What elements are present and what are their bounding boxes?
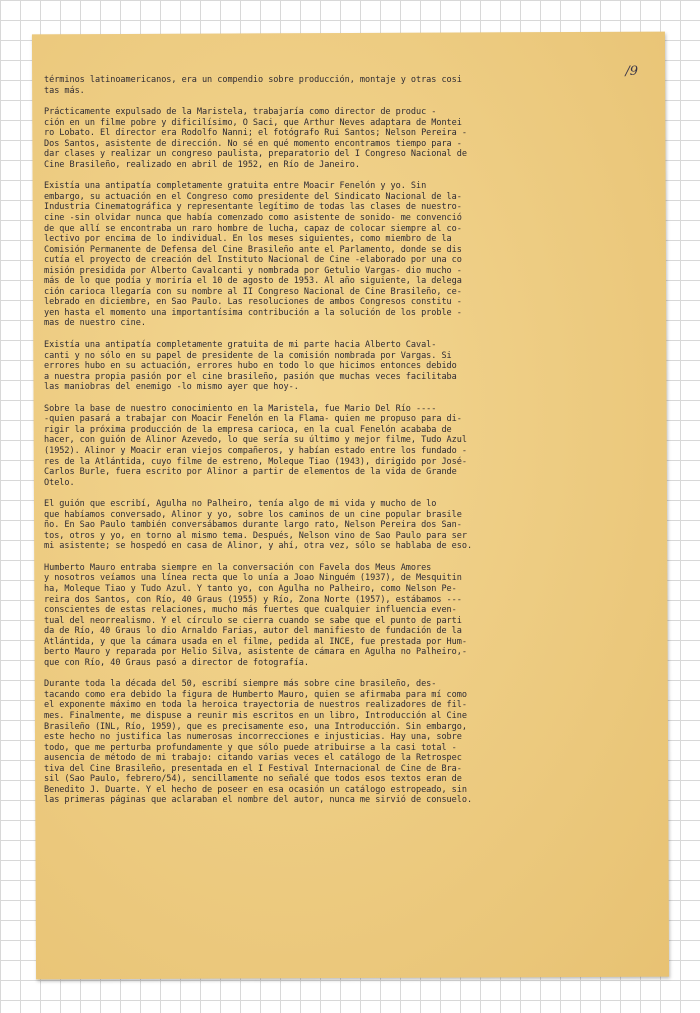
text-line: Carlos Burle, fuera escrito por Alinor a partir de elementos de la vida de Grande [44,467,457,478]
text-line: ha, Moleque Tiao y Tudo Azul. Y tanto yo, con Agulha no Palheiro, como Nelson Pe- [44,583,457,594]
paragraph [44,181,614,329]
text-line: Humberto Mauro entraba siempre en la conversación con Favela dos Meus Amores [44,562,432,573]
text-line: (1952). Alinor y Moacir eran viejos compañeros, y habían estado entre los fundado - [44,445,467,456]
text-line: reira dos Santos, con Río, 40 Graus (1955) y Río, Zona Norte (1957), estábamos --- [44,594,462,605]
text-line: que habíamos conversado, Alinor y yo, sobre los caminos de un cine popular brasile [44,509,462,520]
page-number: /9 [625,64,638,79]
text-line: que con Río, 40 Graus pasó a director de fotografía. [44,657,309,668]
paragraph [44,107,614,170]
text-line: Durante toda la década del 50, escribí siempre más sobre cine brasileño, des- [44,679,437,690]
text-line: ro Lobato. El director era Rodolfo Nanni; el fotógrafo Rui Santos; Nelson Pereira - [44,128,467,139]
text-line: Existía una antipatía completamente gratuita entre Moacir Fenelón y yo. Sin [44,181,427,192]
paragraph [44,404,614,488]
text-line: a nuestra propia pasión por el cine brasileño, pasión que muchas veces facilitaba [44,371,457,382]
paragraph [44,340,614,393]
text-line: Existía una antipatía completamente gratuita de mi parte hacia Alberto Caval- [44,340,437,351]
text-line: tacando como era debido la figura de Humberto Mauro, quien se afirmaba para mí como [44,689,467,700]
text-line: ausencia de método de mi trabajo: citando varias veces el catálogo de la Retrospec [44,753,462,764]
text-line: Dos Santos, asistente de dirección. No sé en qué momento encontramos tiempo para - [44,138,462,149]
text-line: ño. En Sao Paulo también conversábamos durante largo rato, Nelson Pereira dos San- [44,520,462,531]
text-line: yen hasta el momento una importantísima contribución a la solución de los proble - [44,307,462,318]
text-line: sil (Sao Paulo, febrero/54), sencillamente no señalé que todos esos textos eran de [44,774,462,785]
text-line: res de la Atlántida, cuyo filme de estreno, Moleque Tiao (1943), dirigido por José- [44,456,467,467]
paragraph [44,499,614,552]
text-line: tas más. [44,85,85,96]
text-line: embargo, su actuación en el Congreso como presidente del Sindicato Nacional de la- [44,191,462,202]
text-line: mes. Finalmente, me dispuse a reunir mis escritos en un libro, Introducción al Cine [44,710,467,721]
text-line: cutía el proyecto de creación del Instituto Nacional de Cine -elaborado por una co [44,255,462,266]
text-line: de que allí se encontraba un raro hombre de lucha, capaz de colocar siempre al co- [44,223,462,234]
document-body [44,75,614,817]
text-line: lectivo por encima de lo individual. En los meses siguientes, como miembro de la [44,234,452,245]
text-line: lebrado en diciembre, en Sao Paulo. Las resoluciones de ambos Congresos constitu - [44,297,462,308]
text-line: términos latinoamericanos, era un compendio sobre producción, montaje y otras cosi [44,75,462,85]
text-line: da de Río, 40 Graus lo dio Arnaldo Farias, autor del manifiesto de fundación de la [44,626,462,637]
paragraph [44,563,614,668]
text-line: dar clases y realizar un congreso paulista, preparatorio del I Congreso Nacional de [44,149,467,160]
text-line: El guión que escribí, Agulha no Palheiro, tenía algo de mi vida y mucho de lo [44,499,437,510]
paragraph [44,679,614,806]
text-line: Otelo. [44,477,75,488]
text-line: conscientes de estas relaciones, mucho más fuertes que cualquier influencia even- [44,605,457,616]
text-line: Industria Cinematográfica y representante legítimo de todas las clases de nuestro- [44,202,462,213]
text-line: y nosotros veíamos una línea recta que lo unía a Joao Ninguém (1937), de Mesquitin [44,573,462,584]
text-line: mi asistente; se hospedó en casa de Alinor, y ahí, otra vez, sólo se hablaba de eso. [44,541,473,552]
text-line: Benedito J. Duarte. Y el hecho de poseer en esa ocasión un catálogo estropeado, sin [44,784,467,795]
text-line: este hecho no justifica las numerosas incorrecciones e injusticias. Hay una, sobre [44,732,462,743]
text-line: hacer, con guión de Alinor Azevedo, lo que sería su último y mejor filme, Tudo Azul [44,435,467,446]
text-line: Sobre la base de nuestro conocimiento en la Maristela, fue Mario Del Río ---- [44,403,437,414]
text-line: más de lo que podía y moriría el 10 de agosto de 1953. Al año siguiente, la delega [44,276,462,287]
text-line: Brasileño (INL, Río, 1959), que es precisamente eso, una Introducción. Sin embargo, [44,721,467,732]
text-line: Prácticamente expulsado de la Maristela, trabajaría como director de produc - [44,107,437,118]
text-line: el exponente máximo en toda la heroica trayectoria de nuestros realizadores de fil- [44,700,467,711]
text-line: Atlántida, y que la cámara usada en el filme, pedida al INCE, fue prestada por Hum- [44,636,467,647]
text-line: ción en un filme pobre y dificilísimo, O Saci, que Arthur Neves adaptara de Montei [44,117,462,128]
text-line: rigir la próxima producción de la empresa carioca, en la cual Fenelón acababa de [44,424,452,435]
text-line: misión presidida por Alberto Cavalcanti y nombrada por Getulio Vargas- dio mucho - [44,265,462,276]
text-line: tos, otros y yo, en torno al mismo tema. Después, Nelson vino de Sao Paulo para ser [44,530,467,541]
text-line: Comisión Permanente de Defensa del Cine Brasileño ante el Parlamento, donde se dis [44,244,462,255]
text-line: berto Mauro y reparada por Helio Silva, asistente de cámara en Agulha no Palheiro,- [44,647,467,658]
text-line: tual del neorrealismo. Y el círculo se cierra cuando se sabe que el punto de parti [44,615,462,626]
text-line: Cine Brasileño, realizado en abril de 1952, en Río de Janeiro. [44,159,360,170]
text-line: tiva del Cine Brasileño, presentada en el I Festival Internacional de Cine de Bra- [44,763,462,774]
text-line: las primeras páginas que aclaraban el nombre del autor, nunca me sirvió de consuelo. [44,795,473,806]
text-line: canti y no sólo en su papel de presidente de la comisión nombrada por Vargas. Si [44,350,452,361]
text-line: ción carioca llegaría con su nombre al II Congreso Nacional de Cine Brasileño, ce- [44,286,462,297]
text-line: las maniobras del enemigo -lo mismo ayer que hoy-. [44,382,299,393]
paragraph [44,75,614,96]
text-line: mas de nuestro cine. [44,318,146,329]
text-line: errores hubo en su actuación, errores hubo en todo lo que hicimos entonces debido [44,361,457,372]
text-line: todo, que me perturba profundamente y que sólo puede atribuirse a la casi total - [44,742,457,753]
text-line: -quien pasará a trabajar con Moacir Fenelón en la Flama- quien me propuso para di- [44,414,462,425]
text-line: cine -sin olvidar nunca que había comenzado como asistente de sonido- me convenció [44,213,462,224]
